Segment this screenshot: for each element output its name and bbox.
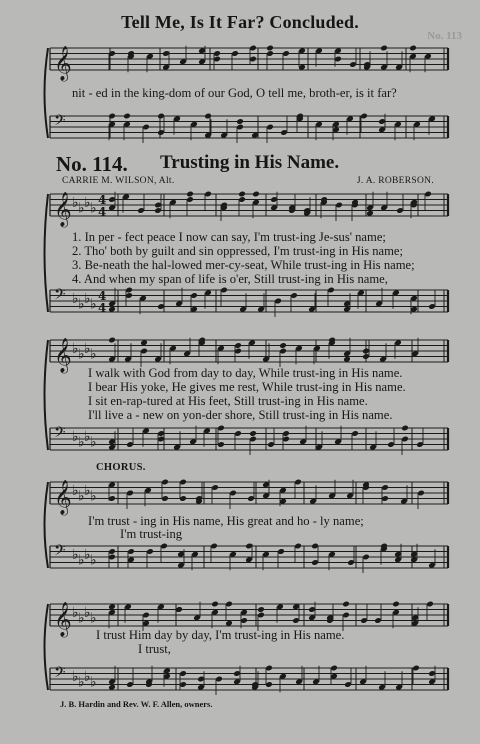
flat-sign: ♭ [72, 341, 79, 357]
lyricist-credit: CARRIE M. WILSON, Alt. [62, 176, 175, 186]
time-signature: 4 [98, 205, 107, 219]
note-head [211, 601, 219, 608]
system-brace [45, 340, 49, 450]
flat-sign: ♭ [90, 674, 97, 691]
note-head [279, 342, 287, 349]
system-brace [45, 194, 49, 312]
flat-sign: ♭ [84, 341, 91, 357]
note-head [342, 601, 350, 608]
chorus-label: CHORUS. [96, 462, 146, 473]
treble-clef: 𝄞 [54, 602, 72, 637]
chorus-line-1: I'm trust - ing in His name, His great and ho - ly name; [88, 514, 364, 528]
note-head [401, 425, 409, 432]
flat-sign: ♭ [72, 669, 79, 685]
bass-clef: 𝄢 [54, 664, 66, 686]
note-head [380, 45, 388, 52]
flat-sign: ♭ [90, 610, 97, 627]
flat-sign: ♭ [78, 674, 85, 691]
flat-sign: ♭ [72, 429, 79, 445]
treble-clef: 𝄞 [54, 46, 72, 81]
copyright-footer: J. B. Hardin and Rev. W. F. Allen, owners. [60, 699, 213, 709]
system-brace [45, 48, 49, 138]
flat-sign: ♭ [72, 291, 79, 307]
flat-sign: ♭ [84, 605, 91, 621]
flat-sign: ♭ [72, 195, 79, 211]
composer-credit: J. A. ROBERSON. [356, 176, 434, 186]
note-head [123, 113, 131, 120]
treble-clef: 𝄞 [54, 480, 72, 515]
flat-sign: ♭ [90, 346, 97, 363]
verse-4-line-1: 4. And when my span of life is o'er, Still trust-ing in His name, [72, 272, 388, 286]
note-head [204, 113, 212, 120]
verse-3-line-1: 3. Be-neath the hal-lowed mer-cy-seat, While trust-ing in His name; [72, 258, 415, 272]
verse-4-line-2: I'll live a - new on yon-der shore, Still trust-ing in His name. [88, 408, 393, 422]
flat-sign: ♭ [78, 552, 85, 569]
page-title: Tell Me, Is It Far? Concluded. [121, 12, 359, 32]
verse-1-line-2: I walk with God from day to day, While trust-ing in His name. [88, 366, 403, 380]
flat-sign: ♭ [90, 296, 97, 313]
verse-2-line-1: 2. Tho' both by guilt and sin oppressed, I'm trust-ing in His name; [72, 244, 404, 258]
flat-sign: ♭ [90, 552, 97, 569]
flat-sign: ♭ [78, 434, 85, 451]
bass-clef: 𝄢 [54, 424, 66, 446]
flat-sign: ♭ [84, 429, 91, 445]
system-brace [45, 604, 49, 690]
hymn-title: Trusting in His Name. [160, 152, 340, 173]
treble-clef: 𝄞 [54, 192, 72, 227]
flat-sign: ♭ [78, 200, 85, 217]
bass-clef: 𝄢 [54, 542, 66, 564]
verse-2-line-2: I bear His yoke, He gives me rest, While trust-ing in His name. [88, 380, 406, 394]
note-head [108, 337, 116, 344]
note-head [236, 118, 244, 125]
note-head [409, 45, 417, 52]
bass-clef: 𝄢 [54, 286, 66, 308]
corner-label: No. 113 [427, 30, 462, 42]
flat-sign: ♭ [90, 488, 97, 505]
flat-sign: ♭ [84, 291, 91, 307]
note-head [257, 606, 265, 613]
verse-1-line-1: 1. In per - fect peace I now can say, I'm trust-ing Je-sus' name; [72, 230, 386, 244]
treble-clef: 𝄞 [54, 338, 72, 373]
time-signature: 4 [98, 289, 107, 303]
flat-sign: ♭ [84, 547, 91, 563]
flat-sign: ♭ [90, 200, 97, 217]
flat-sign: ♭ [78, 346, 85, 363]
time-signature: 4 [98, 193, 107, 207]
prev-hymn-lyric: nit - ed in the king-dom of our God, O tell me, broth-er, is it far? [72, 86, 397, 100]
flat-sign: ♭ [78, 296, 85, 313]
note-head [392, 601, 400, 608]
flat-sign: ♭ [72, 483, 79, 499]
chorus-line-2-bass: I trust, [138, 642, 171, 656]
hymn-number: No. 114. [56, 152, 128, 176]
flat-sign: ♭ [78, 488, 85, 505]
note-head [238, 191, 246, 198]
time-signature: 4 [98, 301, 107, 315]
flat-sign: ♭ [84, 483, 91, 499]
note-head [186, 191, 194, 198]
verse-3-line-2: I sit en-rap-tured at His feet, Still trust-ing in His name. [88, 394, 368, 408]
flat-sign: ♭ [78, 610, 85, 627]
note-head [249, 430, 257, 437]
chorus-line-2: I trust Him day by day, I'm trust-ing in His name. [96, 628, 345, 642]
flat-sign: ♭ [90, 434, 97, 451]
note-head [108, 113, 116, 120]
flat-sign: ♭ [84, 669, 91, 685]
note-head [266, 45, 274, 52]
bass-clef: 𝄢 [54, 112, 66, 134]
flat-sign: ♭ [72, 547, 79, 563]
flat-sign: ♭ [84, 195, 91, 211]
chorus-line-1-bass: I'm trust-ing [120, 527, 183, 541]
flat-sign: ♭ [72, 605, 79, 621]
system-brace [45, 482, 49, 568]
note-head [252, 191, 260, 198]
